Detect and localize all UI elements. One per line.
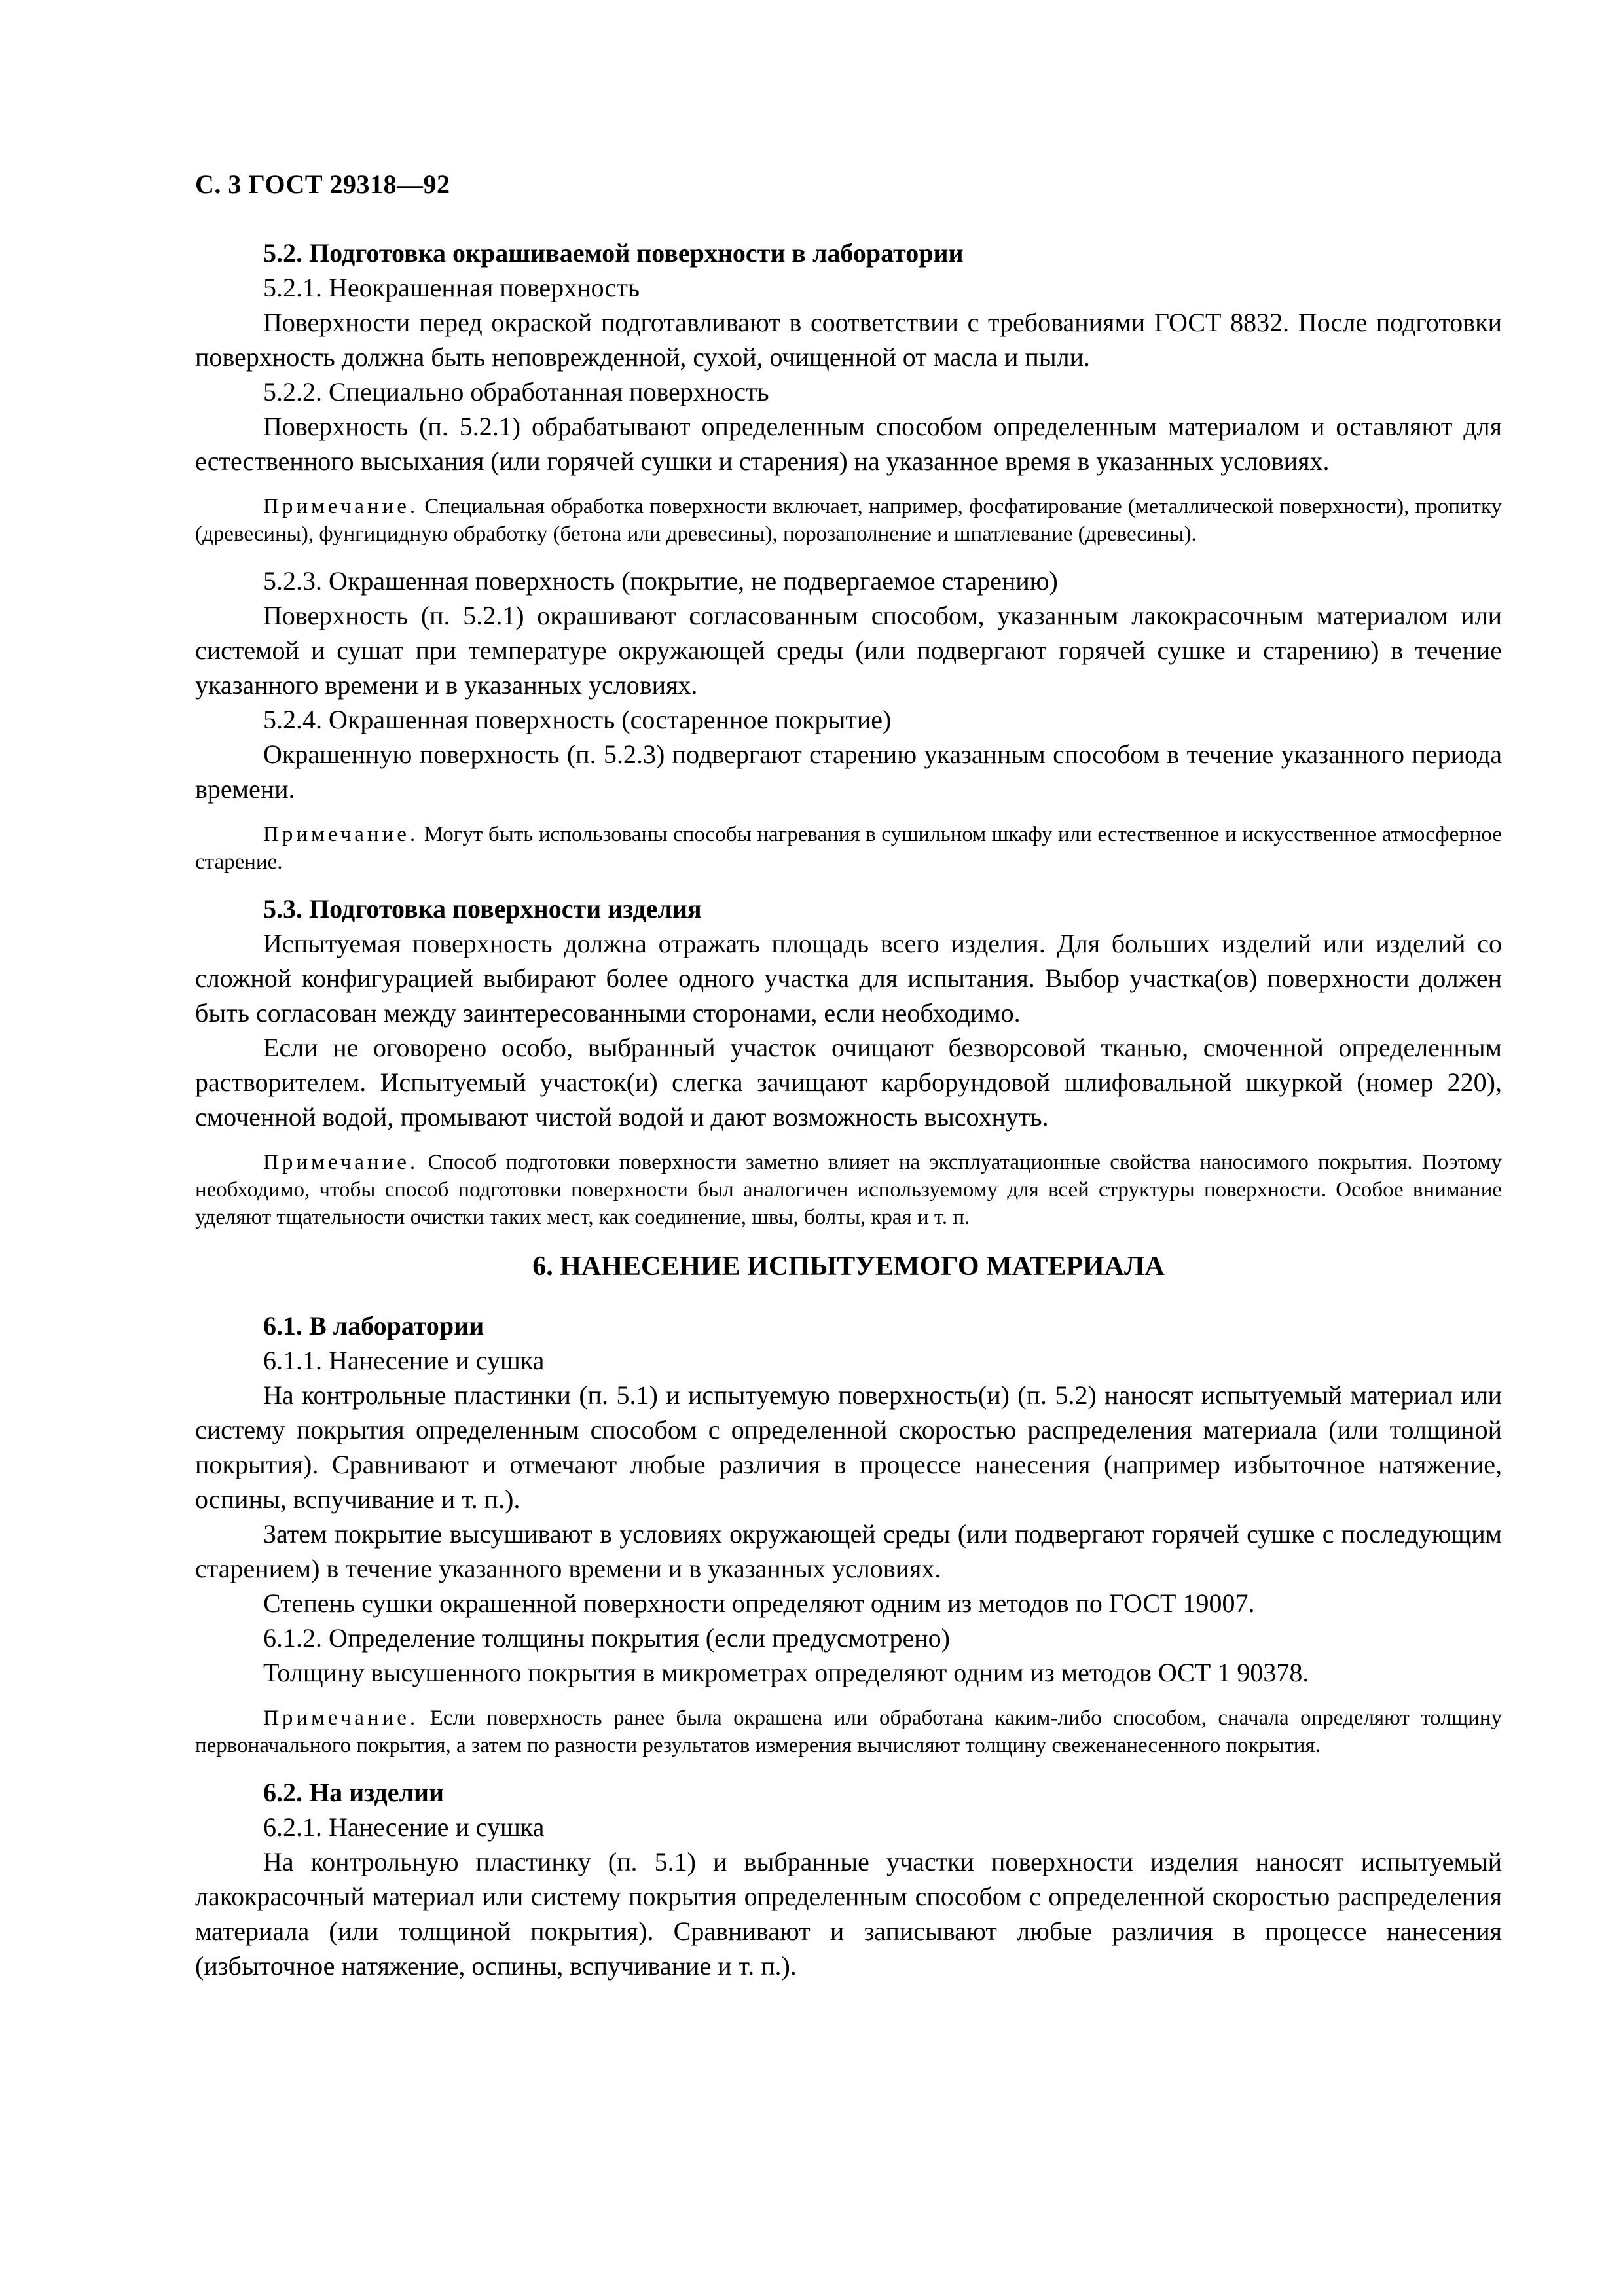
section-5-3-text-2: Если не оговорено особо, выбранный участок очищают безворсовой тканью, смоченной определенным растворителем. Испытуемый участок(и) слегка зачищают карборундовой шлифовальной шкуркой (номер 220), смоченной водой, промывают чистой водой и дают возможность высохнуть. [195, 1033, 1502, 1132]
note-1 [195, 493, 1502, 548]
section-5-2-title: 5.2. Подготовка окрашиваемой поверхности в лаборатории [263, 238, 964, 268]
section-6-title: 6. НАНЕСЕНИЕ ИСПЫТУЕМОГО МАТЕРИАЛА [532, 1251, 1165, 1282]
section-5-2-2-title: 5.2.2. Специально обработанная поверхность [263, 377, 769, 406]
section-6-1-title: 6.1. В лаборатории [263, 1311, 484, 1340]
section-6-1-1-title: 6.1.1. Нанесение и сушка [263, 1346, 545, 1375]
section-5-2-1-title: 5.2.1. Неокрашенная поверхность [263, 273, 640, 302]
note-label: Примечание. [263, 1151, 419, 1174]
section-6-1-2-title: 6.1.2. Определение толщины покрытия (если предусмотрено) [263, 1623, 950, 1653]
note-2 [195, 821, 1502, 876]
section-6-2-1-title: 6.2.1. Нанесение и сушка [263, 1812, 545, 1842]
section-6-1-2-text: Толщину высушенного покрытия в микрометрах определяют одним из методов ОСТ 1 90378. [263, 1658, 1309, 1687]
section-5-2-1-text: Поверхности перед окраской подготавливают в соответствии с требованиями ГОСТ 8832. После подготовки поверхность должна быть неповрежденной, сухой, очищенной от масла и пыли. [195, 308, 1502, 372]
note-label: Примечание. [263, 823, 419, 846]
note-1-text: Специальная обработка поверхности включает, например, фосфатирование (металлической поверхности), пропитку (древесины), фунгицидную обработку (бетона или древесины), порозаполнение и шпатлевание (древесины). [195, 495, 1503, 546]
note-4-text: Если поверхность ранее была окрашена или обработана каким-либо способом, сначала определяют толщину первоначального покрытия, а затем по разности результатов измерения вычисляют толщину свеженанесенного покрытия. [195, 1706, 1502, 1757]
note-4 [195, 1704, 1502, 1759]
section-6-2-title: 6.2. На изделии [263, 1778, 445, 1807]
section-5-2-3-title: 5.2.3. Окрашенная поверхность (покрытие, не подвергаемое старению) [263, 566, 1058, 596]
note-label: Примечание. [263, 1706, 419, 1730]
note-label: Примечание. [263, 495, 419, 518]
section-5-2-4-text: Окрашенную поверхность (п. 5.2.3) подвергают старению указанным способом в течение указанного периода времени. [195, 740, 1502, 804]
section-5-2-4-title: 5.2.4. Окрашенная поверхность (состаренное покрытие) [263, 705, 892, 734]
section-5-2-3-text: Поверхность (п. 5.2.1) окрашивают согласованным способом, указанным лакокрасочным материалом или системой и сушат при температуре окружающей среды (или подвергают горячей сушке и старению) в течение указанного времени и в указанных условиях. [195, 601, 1502, 700]
section-5-2-2-text: Поверхность (п. 5.2.1) обрабатывают определенным способом определенным материалом и оставляют для естественного высыхания (или горячей сушки и старения) на указанное время в указанных условиях. [195, 412, 1502, 476]
section-6-1-1-text-3: Степень сушки окрашенной поверхности определяют одним из методов по ГОСТ 19007. [263, 1588, 1255, 1618]
note-2-text: Могут быть использованы способы нагревания в сушильном шкафу или естественное и искусственное атмосферное старение. [195, 823, 1503, 874]
section-6-1-1-text-2: Затем покрытие высушивают в условиях окружающей среды (или подвергают горячей сушке с последующим старением) в течение указанного времени и в указанных условиях. [195, 1519, 1502, 1583]
section-5-3-title: 5.3. Подготовка поверхности изделия [263, 894, 702, 924]
section-6-2-1-text: На контрольную пластинку (п. 5.1) и выбранные участки поверхности изделия наносят испытуемый лакокрасочный материал или систему покрытия определенным способом с определенной скоростью распределения материала (или толщиной покрытия). Сравнивают и записывают любые различия в процессе нанесения (избыточное натяжение, оспины, вспучивание и т. п.). [195, 1847, 1502, 1981]
page-header: С. 3 ГОСТ 29318—92 [195, 170, 450, 199]
note-3-text: Способ подготовки поверхности заметно влияет на эксплуатационные свойства наносимого покрытия. Поэтому необходимо, чтобы способ подготовки поверхности был аналогичен используемому для всей структуры поверхности. Особое внимание уделяют тщательности очистки таких мест, как соединение, швы, болты, края и т. п. [195, 1151, 1503, 1229]
note-3 [195, 1149, 1502, 1231]
section-5-3-text-1: Испытуемая поверхность должна отражать площадь всего изделия. Для больших изделий или изделий со сложной конфигурацией выбирают более одного участка для испытания. Выбор участка(ов) поверхности должен быть согласован между заинтересованными сторонами, если необходимо. [195, 929, 1502, 1028]
section-6-1-1-text-1: На контрольные пластинки (п. 5.1) и испытуемую поверхность(и) (п. 5.2) наносят испытуемый материал или систему покрытия определенным способом с определенной скоростью распределения материала (или толщиной покрытия). Сравнивают и отмечают любые различия в процессе нанесения (например избыточное натяжение, оспины, вспучивание и т. п.). [195, 1380, 1502, 1514]
document-body [195, 236, 1502, 1983]
